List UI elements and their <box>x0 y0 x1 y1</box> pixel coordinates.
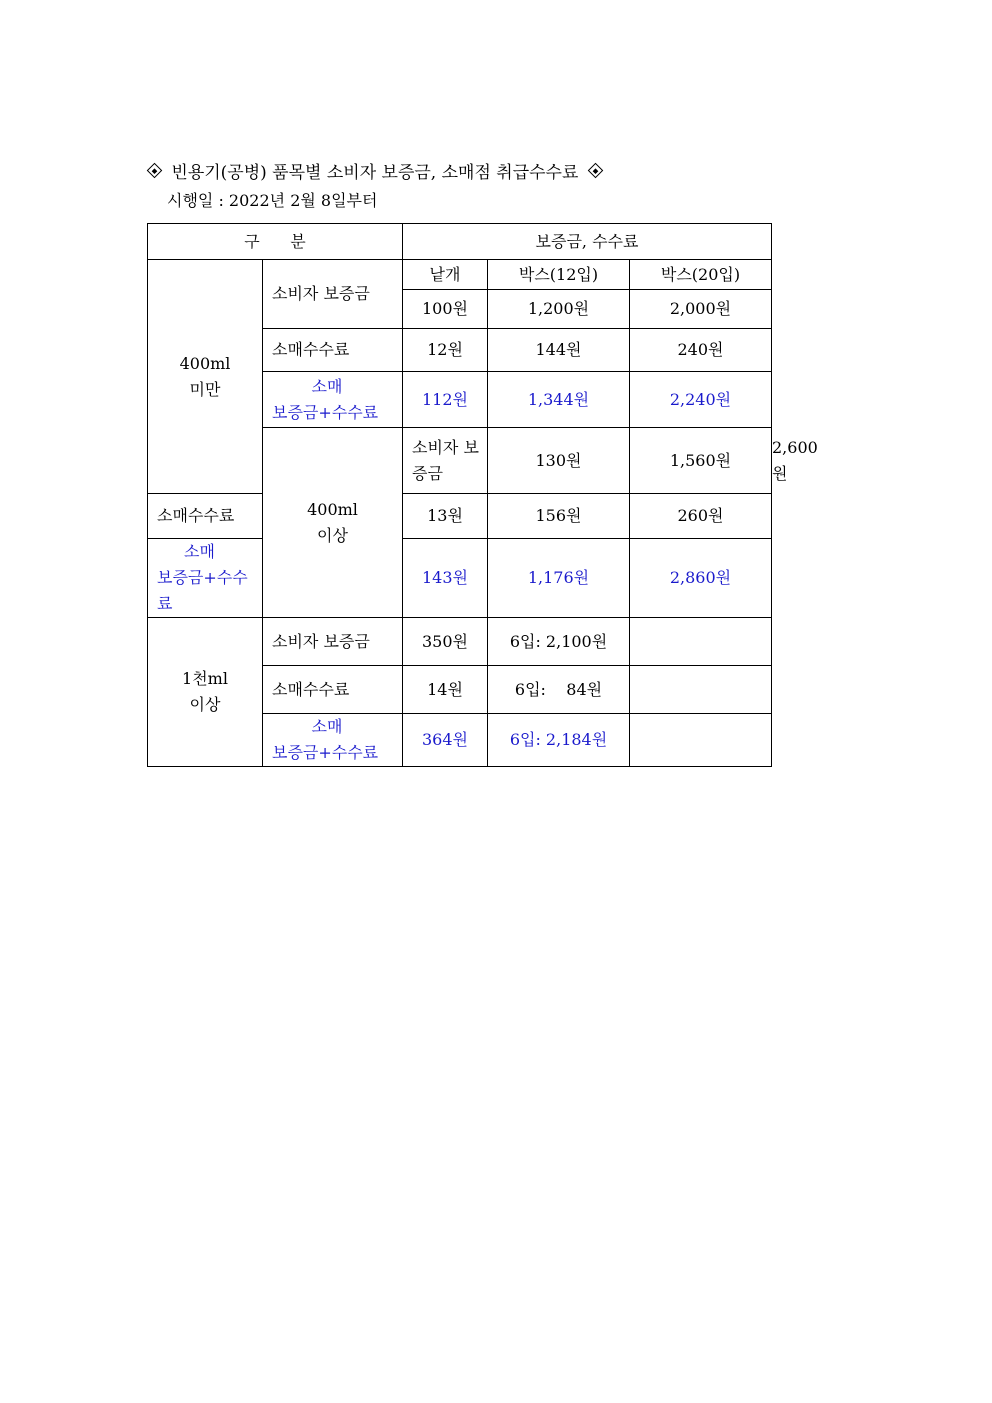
size-cell-over-400ml: 400ml 이상 <box>263 428 403 618</box>
row-label: 소매수수료 <box>263 666 403 714</box>
value-cell-total: 2,860원 <box>630 539 772 618</box>
value-cell: 6입: 84원 <box>488 666 630 714</box>
value-cell-total: 364원 <box>403 714 488 767</box>
value-cell: 350원 <box>403 618 488 666</box>
value-cell: 14원 <box>403 666 488 714</box>
table-row <box>148 494 772 539</box>
row-label: 소비자 보증금 <box>263 618 403 666</box>
subheader-box20: 박스(20입) <box>630 260 772 290</box>
size-cell-under-400ml: 400ml 미만 <box>148 260 263 494</box>
value-cell: 156원 <box>488 494 630 539</box>
table-row <box>148 260 772 290</box>
value-cell-empty <box>630 618 772 666</box>
subheader-box12: 박스(12입) <box>488 260 630 290</box>
header-category: 구 분 <box>148 224 403 260</box>
subheader-single: 낱개 <box>403 260 488 290</box>
value-cell-empty <box>630 714 772 767</box>
header-amounts: 보증금, 수수료 <box>403 224 772 260</box>
row-label: 소비자 보증금 <box>403 428 488 494</box>
diamond-bullet-icon <box>147 163 163 179</box>
value-cell: 100원 <box>403 290 488 329</box>
diamond-bullet-icon <box>588 163 604 179</box>
row-label-total: 소매 보증금+수수료 <box>263 714 403 767</box>
row-label-total: 소매 보증금+수수료 <box>263 372 403 428</box>
table-row: 400ml 이상 소비자 보증금 130원 1,560원 2,600원 <box>148 428 772 494</box>
document-title <box>143 160 607 186</box>
value-cell-total: 2,240원 <box>630 372 772 428</box>
value-cell: 130원 <box>488 428 630 494</box>
table-row <box>148 618 772 666</box>
value-cell: 6입: 2,100원 <box>488 618 630 666</box>
row-label: 소매수수료 <box>263 329 403 372</box>
value-cell-total: 6입: 2,184원 <box>488 714 630 767</box>
value-cell-total: 1,344원 <box>488 372 630 428</box>
value-cell: 144원 <box>488 329 630 372</box>
table-row <box>148 539 772 618</box>
row-label-total: 소매 보증금+수수료 <box>148 539 263 618</box>
size-cell-over-1000ml: 1천ml 이상 <box>148 618 263 767</box>
title-text: 빈용기(공병) 품목별 소비자 보증금, 소매점 취급수수료 <box>171 163 579 183</box>
value-cell-total: 143원 <box>403 539 488 618</box>
value-cell: 12원 <box>403 329 488 372</box>
value-cell-total: 1,176원 <box>488 539 630 618</box>
value-cell: 260원 <box>630 494 772 539</box>
effective-date: 시행일 : 2022년 2월 8일부터 <box>167 191 378 210</box>
value-cell: 240원 <box>630 329 772 372</box>
value-cell: 1,200원 <box>488 290 630 329</box>
deposit-fee-table <box>147 223 818 767</box>
value-cell-total: 112원 <box>403 372 488 428</box>
value-cell: 13원 <box>403 494 488 539</box>
value-cell: 2,000원 <box>630 290 772 329</box>
table-header-row <box>148 224 772 260</box>
row-label: 소매수수료 <box>148 494 263 539</box>
value-cell-empty <box>630 666 772 714</box>
value-cell: 1,560원 <box>630 428 772 494</box>
row-label: 소비자 보증금 <box>263 260 403 329</box>
